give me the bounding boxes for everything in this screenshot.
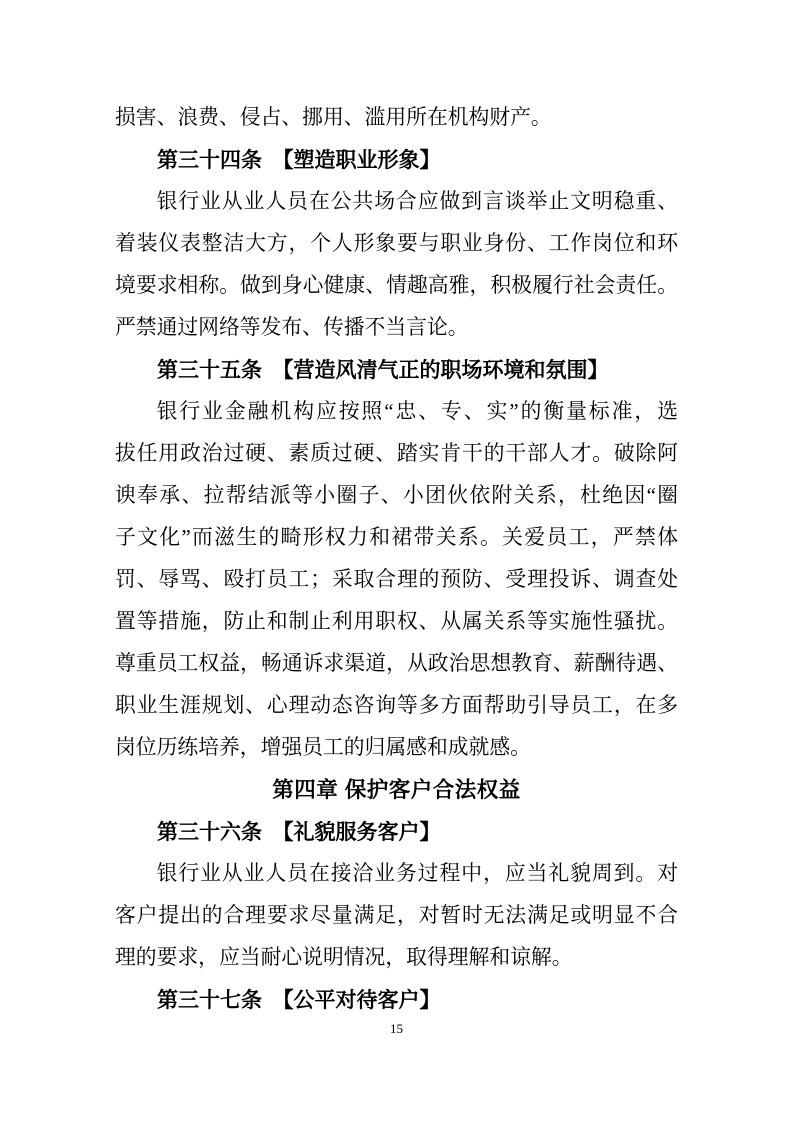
- article-heading-35: 第三十五条 【营造风清气正的职场环境和氛围】: [157, 358, 609, 382]
- article-heading-37: 第三十七条 【公平对待客户】: [157, 988, 441, 1012]
- paragraph-line: 尊重员工权益，畅通诉求渠道，从政治思想教育、薪酬待遇、: [115, 652, 678, 675]
- paragraph-line: 谀奉承、拉帮结派等小圈子、小团伙依附关系，杜绝因“圈: [115, 484, 678, 507]
- paragraph-line: 置等措施，防止和制止利用职权、从属关系等实施性骚扰。: [115, 610, 678, 633]
- chapter-heading: 第四章 保护客户合法权益: [272, 778, 521, 802]
- paragraph-line: 子文化”而滋生的畸形权力和裙带关系。关爱员工，严禁体: [115, 526, 678, 549]
- paragraph-line: 职业生涯规划、心理动态咨询等多方面帮助引导员工，在多: [115, 694, 678, 717]
- article-heading-36: 第三十六条 【礼貌服务客户】: [157, 820, 441, 844]
- page-number: 15: [390, 1021, 403, 1036]
- paragraph-line: 着装仪表整洁大方，个人形象要与职业身份、工作岗位和环: [115, 232, 678, 255]
- paragraph-end-line: 严禁通过网络等发布、传播不当言论。: [115, 316, 469, 339]
- paragraph-line: 银行业从业人员在公共场合应做到言谈举止文明稳重、: [156, 190, 678, 213]
- text-column: [115, 97, 678, 1021]
- paragraph-line: 罚、辱骂、殴打员工；采取合理的预防、受理投诉、调查处: [115, 568, 678, 591]
- paragraph-end-line: 岗位历练培养，增强员工的归属感和成就感。: [115, 736, 531, 759]
- article-heading-34: 第三十四条 【塑造职业形象】: [157, 148, 441, 172]
- paragraph-line: 境要求相称。做到身心健康、情趣高雅，积极履行社会责任。: [115, 274, 678, 297]
- paragraph-line: 银行业金融机构应按照“忠、专、实”的衡量标准，选: [156, 400, 678, 423]
- paragraph-end-line: 理的要求，应当耐心说明情况，取得理解和谅解。: [115, 946, 573, 969]
- paragraph-line: 银行业从业人员在接洽业务过程中，应当礼貌周到。对: [156, 862, 678, 885]
- paragraph-continuation-line: 损害、浪费、侵占、挪用、滥用所在机构财产。: [115, 106, 552, 129]
- paragraph-line: 客户提出的合理要求尽量满足，对暂时无法满足或明显不合: [115, 904, 678, 927]
- paragraph-line: 拔任用政治过硬、素质过硬、踏实肯干的干部人才。破除阿: [115, 442, 678, 465]
